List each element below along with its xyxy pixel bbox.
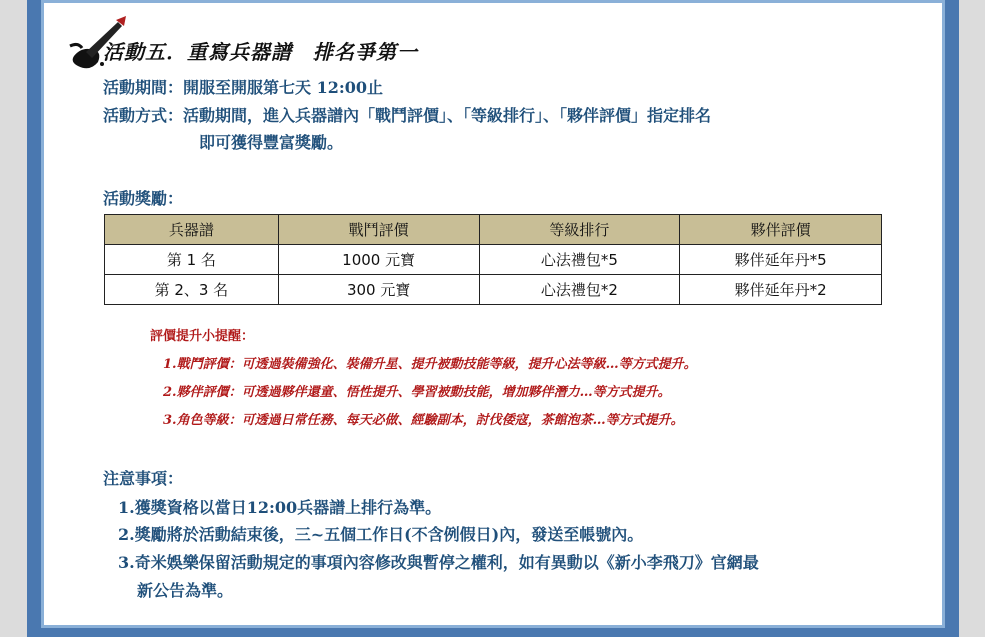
note-item: 3.奇米娛樂保留活動規定的事項內容修改與暫停之權利，如有異動以《新小李飛刀》官網最 <box>118 553 759 572</box>
notes-title: 注意事項： <box>103 469 184 488</box>
period-value: 開服至開服第七天 12:00止 <box>183 78 384 97</box>
table-cell: 心法禮包*5 <box>479 245 680 275</box>
tips-title: 評價提升小提醒： <box>150 329 255 344</box>
rewards-table <box>104 214 882 305</box>
table-cell: 第 1 名 <box>105 245 279 275</box>
table-cell: 1000 元寶 <box>278 245 479 275</box>
tip-item: 1.戰鬥評價：可透過裝備強化、裝備升星、提升被動技能等級，提升心法等級…等方式提升。 <box>163 357 697 372</box>
method-row <box>103 103 711 126</box>
period-label: 活動期間： <box>103 78 184 97</box>
table-row <box>105 275 882 305</box>
method-line2: 即可獲得豐富獎勵。 <box>199 133 344 152</box>
table-cell: 夥伴延年丹*2 <box>680 275 882 305</box>
note-item: 2.獎勵將於活動結束後，三~五個工作日(不含例假日)內，發送至帳號內。 <box>118 525 644 544</box>
table-cell: 心法禮包*2 <box>479 275 680 305</box>
table-header-row <box>105 215 882 245</box>
method-line1: 活動期間，進入兵器譜內「戰鬥評價」、「等級排行」、「夥伴評價」指定排名 <box>183 106 712 125</box>
table-cell: 夥伴延年丹*5 <box>680 245 882 275</box>
note-item-continuation: 新公告為準。 <box>137 581 234 600</box>
method-label: 活動方式： <box>103 106 184 125</box>
note-item: 1.獲獎資格以當日12:00兵器譜上排行為準。 <box>118 498 442 517</box>
table-header-cell: 戰鬥評價 <box>278 215 479 245</box>
tip-item: 2.夥伴評價：可透過夥伴還童、悟性提升、學習被動技能，增加夥伴潛力…等方式提升。 <box>163 385 671 400</box>
table-header-cell: 夥伴評價 <box>680 215 882 245</box>
table-header-cell: 等級排行 <box>479 215 680 245</box>
table-cell: 第 2、3 名 <box>105 275 279 305</box>
table-header-cell: 兵器譜 <box>105 215 279 245</box>
table-cell: 300 元寶 <box>278 275 479 305</box>
rewards-label: 活動獎勵： <box>103 189 184 208</box>
table-row <box>105 245 882 275</box>
period-row <box>103 75 383 98</box>
page-title: 活動五．重寫兵器譜 排名爭第一 <box>103 40 418 64</box>
tip-item: 3.角色等級：可透過日常任務、每天必做、經驗副本，討伐倭寇，茶館泡茶…等方式提升。 <box>163 413 684 428</box>
